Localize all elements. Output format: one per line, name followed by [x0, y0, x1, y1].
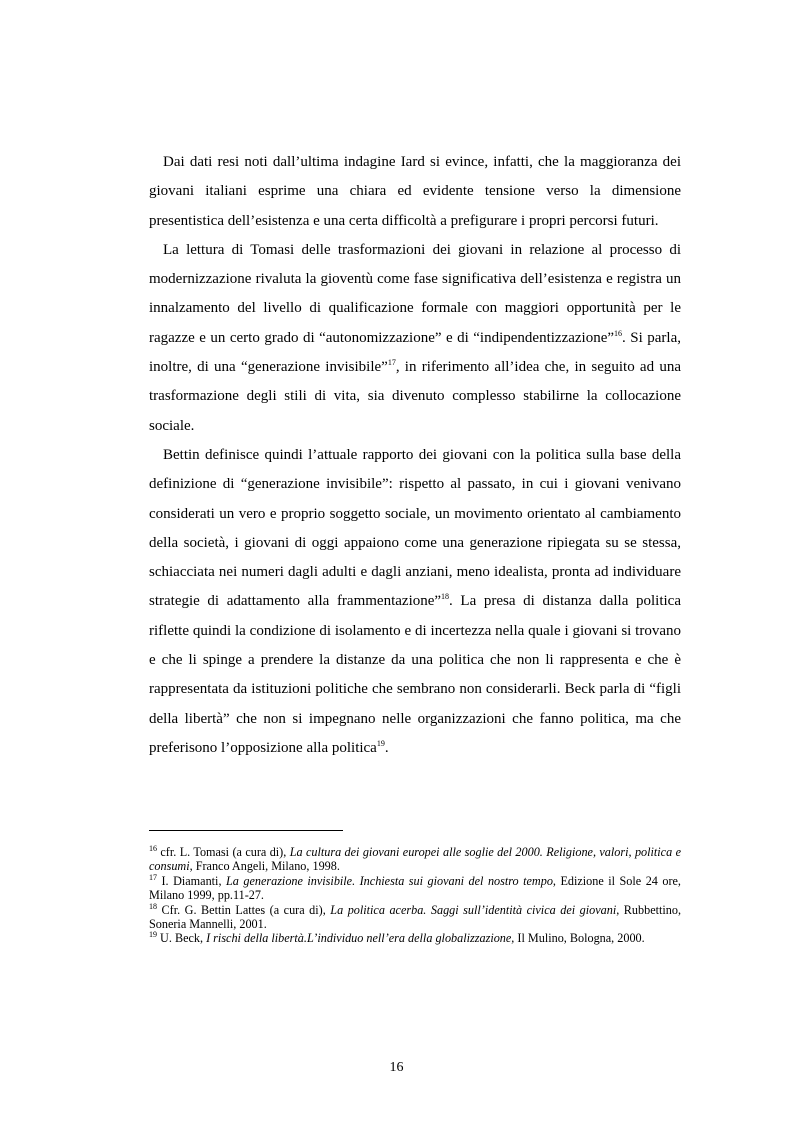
paragraph-text: Dai dati resi noti dall’ultima indagine Iard si evince, infatti, che la maggioranza dei giovani italiani esprime una chiara ed evidente tensione verso la dimensione presentistica dell’esistenza e una certa difficoltà a prefigurare i propri percorsi futuri.: [149, 154, 681, 229]
footnote-title: La politica acerba. Saggi sull’identità civica dei giovani: [330, 902, 617, 917]
paragraph-3: [149, 441, 681, 763]
footnote-16: [149, 845, 681, 874]
paragraph-text: La lettura di Tomasi delle trasformazioni dei giovani in relazione al processo di modernizzazione rivaluta la gioventù come fase significativa dell’esistenza e registra un innalzamento del livello di qualificazione formale con maggiori opportunità per le ragazze e un certo grado di “autonomizzazione” e di “indipendentizzazione”: [149, 241, 681, 346]
paragraph-text: . La presa di distanza dalla politica riflette quindi la condizione di isolamento e di incertezza nella quale i giovani si trovano e che li spinge a prendere la distanze da una politica che non li rappresenta e che è rappresentata da istituzioni politiche che sembrano non considerarli. Beck parla di “figli della libertà” che non si impegnano nelle organizzazioni che fanno politica, ma che preferisono l’opposizione alla politica: [149, 593, 681, 756]
paragraph-text: .: [384, 739, 389, 756]
body-text: [149, 148, 681, 763]
footnote-number: 17: [149, 872, 157, 882]
footnote-text: , Franco Angeli, Milano, 1998.: [189, 859, 340, 874]
footnote-number: 18: [149, 901, 157, 911]
footnote-ref-16: 16: [614, 328, 623, 338]
footnote-separator: [149, 830, 343, 831]
footnote-text: , Rubbettino, Soneria Mannelli, 2001.: [149, 902, 681, 932]
footnote-title: La cultura dei giovani europei alle soglie del 2000. Religione, valori, politica e consumi: [149, 845, 681, 874]
footnote-ref-19: 19: [376, 738, 385, 748]
paragraph-2: [149, 236, 681, 441]
paragraph-1: [149, 148, 681, 236]
footnote-number: 19: [149, 930, 157, 940]
footnote-17: [149, 874, 681, 903]
footnote-title: La generazione invisibile. Inchiesta sui giovani del nostro tempo: [225, 873, 553, 888]
footnote-19: [149, 931, 681, 945]
footnote-ref-17: 17: [387, 358, 396, 368]
footnote-text: cfr. L. Tomasi (a cura di),: [157, 845, 290, 859]
footnote-text: Cfr. G. Bettin Lattes (a cura di),: [157, 902, 331, 917]
footnote-text: Il Mulino, Bologna, 2000.: [514, 931, 645, 946]
page-number: 16: [389, 1060, 404, 1075]
footnote-number: 16: [149, 844, 157, 853]
footnote-ref-18: 18: [441, 592, 450, 602]
paragraph-text: Bettin definisce quindi l’attuale rapporto dei giovani con la politica sulla base della definizione di “generazione invisibile”: rispetto al passato, in cui i giovani venivano considerati un vero e proprio soggetto sociale, un movimento orientato al cambiamento della società, i giovani di oggi appaiono come una generazione ripiegata su se stessa, schiacciata nei numeri dagli adulti e dagli anziani, meno idealista, pronta ad individuare strategie di adattamento alla frammentazione”: [149, 446, 681, 610]
footnote-title: I rischi della libertà.L’individuo nell’era della globalizzazione,: [206, 931, 515, 946]
paragraph-text: . Si parla, inoltre, di una “generazione invisibile”: [149, 329, 681, 376]
footnote-text: I. Diamanti,: [157, 873, 226, 888]
paragraph-text: , in riferimento all’idea che, in seguito ad una trasformazione degli stili di vita, sia divenuto complesso stabilirne la collocazione sociale.: [149, 359, 681, 434]
footnote-18: [149, 903, 681, 932]
footnote-text: U. Beck,: [157, 931, 207, 946]
footnote-text: , Edizione il Sole 24 ore, Milano 1999, pp.11-27.: [149, 873, 681, 903]
footnotes: [149, 845, 681, 946]
